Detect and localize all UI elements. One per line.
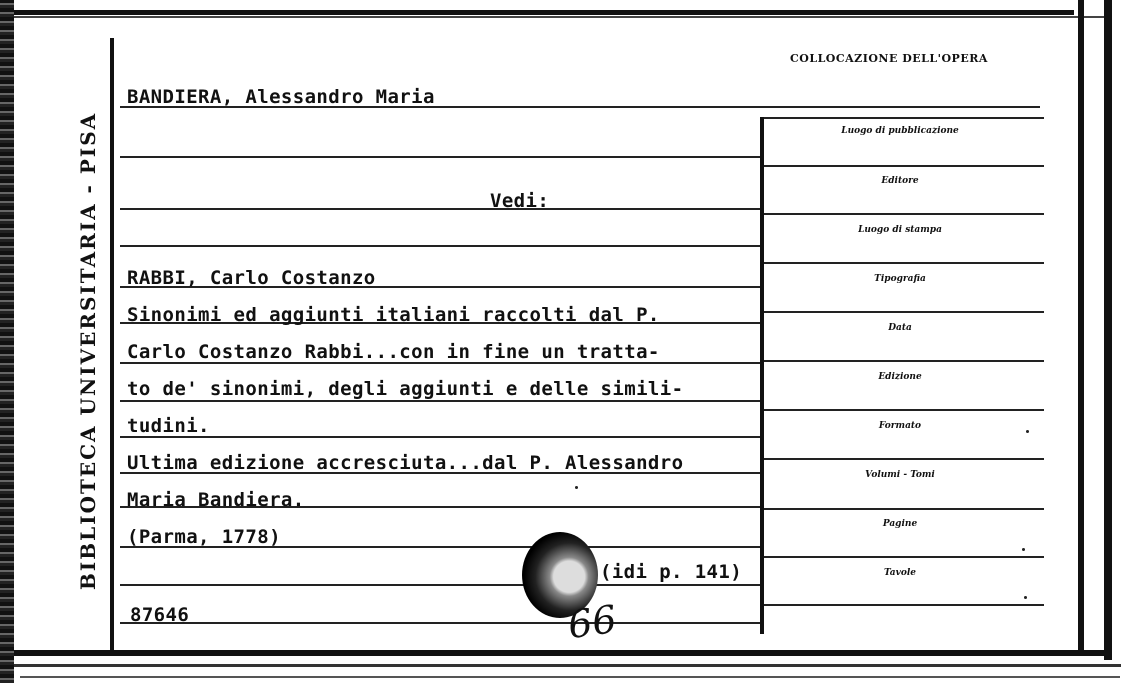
- field-tavole: Tavole: [883, 568, 917, 578]
- collocazione-rule: [764, 262, 1044, 264]
- collocazione-rule: [764, 360, 1044, 362]
- collocazione-rule: [764, 165, 1044, 167]
- field-pagine: Pagine: [882, 519, 918, 529]
- card-top-border-inner: [14, 16, 1104, 18]
- rule-line: [120, 400, 760, 402]
- inventory-number: 87646: [130, 604, 190, 626]
- rule-line: [120, 245, 760, 247]
- speck: [575, 486, 578, 489]
- collocazione-rule: [764, 508, 1044, 510]
- rule-line: [120, 156, 760, 158]
- title-line-5: Ultima edizione accresciuta...dal P. Alessandro: [127, 452, 684, 474]
- rule-line: [120, 208, 760, 210]
- author-line: RABBI, Carlo Costanzo: [127, 267, 376, 289]
- collocazione-rule: [764, 311, 1044, 313]
- title-line-2: Carlo Costanzo Rabbi...con in fine un tratta-: [127, 341, 660, 363]
- handwritten-number: 66: [565, 596, 620, 648]
- card-right-border-outer: [1104, 0, 1112, 660]
- rule-line: [120, 622, 760, 624]
- title-line-1: Sinonimi ed aggiunti italiani raccolti dal P.: [127, 304, 660, 326]
- card-right-border: [1078, 0, 1084, 650]
- rule-line: [120, 584, 760, 586]
- collocazione-rule: [764, 213, 1044, 215]
- title-line-4: tudini.: [127, 415, 210, 437]
- collocazione-rule: [764, 409, 1044, 411]
- see-label: Vedi:: [490, 190, 550, 212]
- collocazione-rule: [764, 556, 1044, 558]
- speck: [1022, 548, 1025, 551]
- rule-line: [120, 436, 760, 438]
- collocazione-rule: [764, 604, 1044, 606]
- field-luogo-pubblicazione: Luogo di pubblicazione: [841, 126, 959, 136]
- field-tipografia: Tipografia: [874, 274, 926, 284]
- speck: [1024, 596, 1027, 599]
- field-luogo-stampa: Luogo di stampa: [858, 225, 942, 235]
- field-editore: Editore: [881, 176, 919, 186]
- speck: [1026, 430, 1029, 433]
- field-data: Data: [888, 323, 912, 333]
- card-top-border: [14, 10, 1074, 15]
- collocazione-title: COLLOCAZIONE DELL'OPERA: [790, 52, 988, 65]
- card-left-edge: [0, 0, 14, 683]
- title-line-3: to de' sinonimi, degli aggiunti e delle simili-: [127, 378, 684, 400]
- title-line-6: Maria Bandiera.: [127, 489, 305, 511]
- imprint-line: (Parma, 1778): [127, 526, 281, 548]
- pages-note: (idi p. 141): [600, 561, 743, 583]
- collocazione-rule: [764, 117, 1044, 119]
- card-bottom-edge: [20, 676, 1120, 678]
- card-bottom-border-outer: [14, 664, 1121, 667]
- collocazione-rule: [764, 458, 1044, 460]
- entry-heading: BANDIERA, Alessandro Maria: [127, 86, 435, 108]
- margin-line: [110, 38, 114, 650]
- field-formato: Formato: [878, 421, 922, 431]
- card-bottom-border: [14, 650, 1104, 656]
- field-volumi-tomi: Volumi - Tomi: [865, 470, 935, 480]
- library-stamp: BIBLIOTECA UNIVERSITARIA - PISA: [76, 111, 100, 590]
- field-edizione: Edizione: [878, 372, 922, 382]
